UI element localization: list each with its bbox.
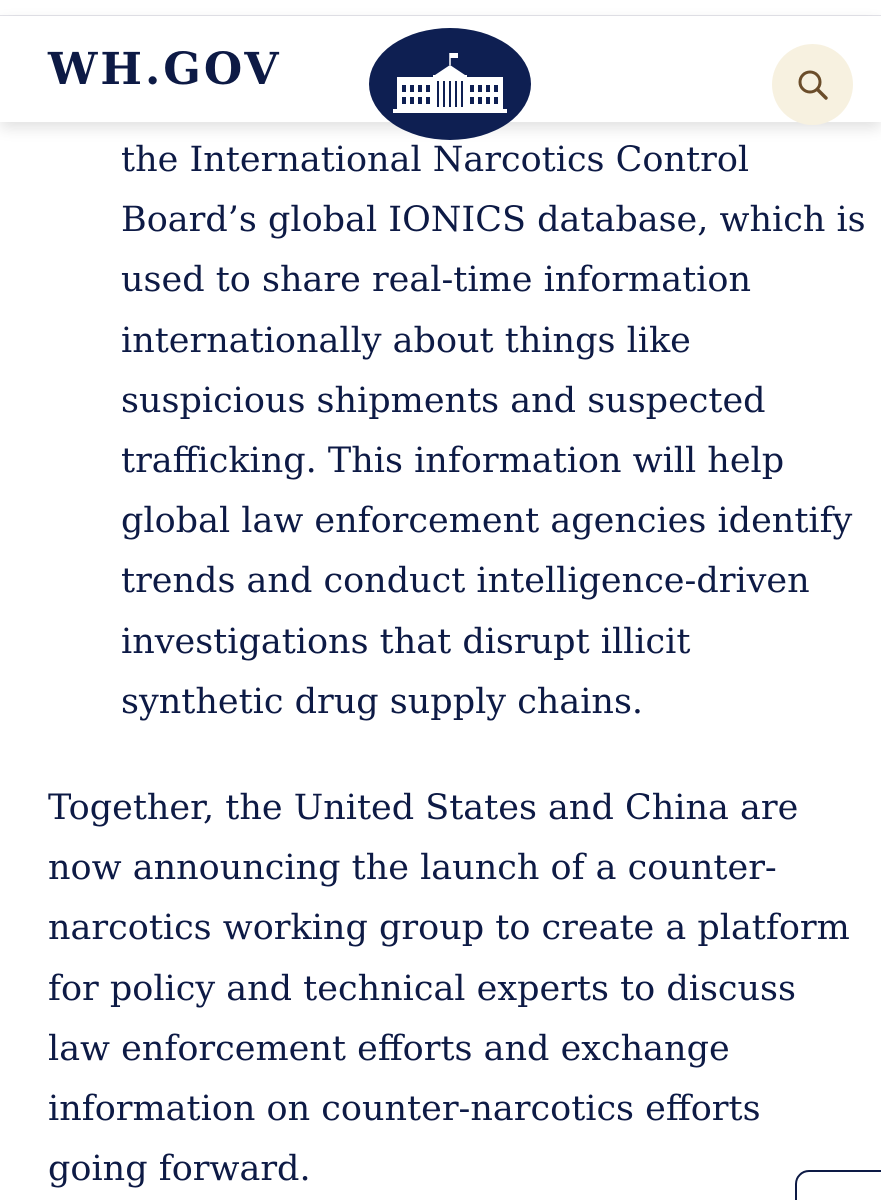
search-icon	[796, 68, 830, 102]
article-content	[0, 122, 881, 1200]
floating-action-button[interactable]	[795, 1170, 881, 1200]
search-button[interactable]	[772, 44, 853, 125]
main-paragraph: Together, the United States and China are now announcing the launch of a counter- narcotics working group to create a platform for policy and technical experts to discuss law enforcement efforts and exchange information on counter-narcotics efforts going forward.	[48, 788, 850, 1190]
site-logo-link[interactable]: WH.GOV	[48, 44, 282, 95]
browser-top-strip	[0, 0, 881, 16]
white-house-seal-icon	[385, 49, 515, 119]
white-house-seal-link[interactable]	[369, 28, 531, 140]
indented-paragraph: the International Narcotics Control Board’s global IONICS database, which is used to share real-time information internationally about things like suspicious shipments and suspected trafficking. This information will help global law enforcement agencies identify trends and conduct intelligence-driven investigations that disrupt illicit synthetic drug supply chains.	[121, 140, 866, 722]
